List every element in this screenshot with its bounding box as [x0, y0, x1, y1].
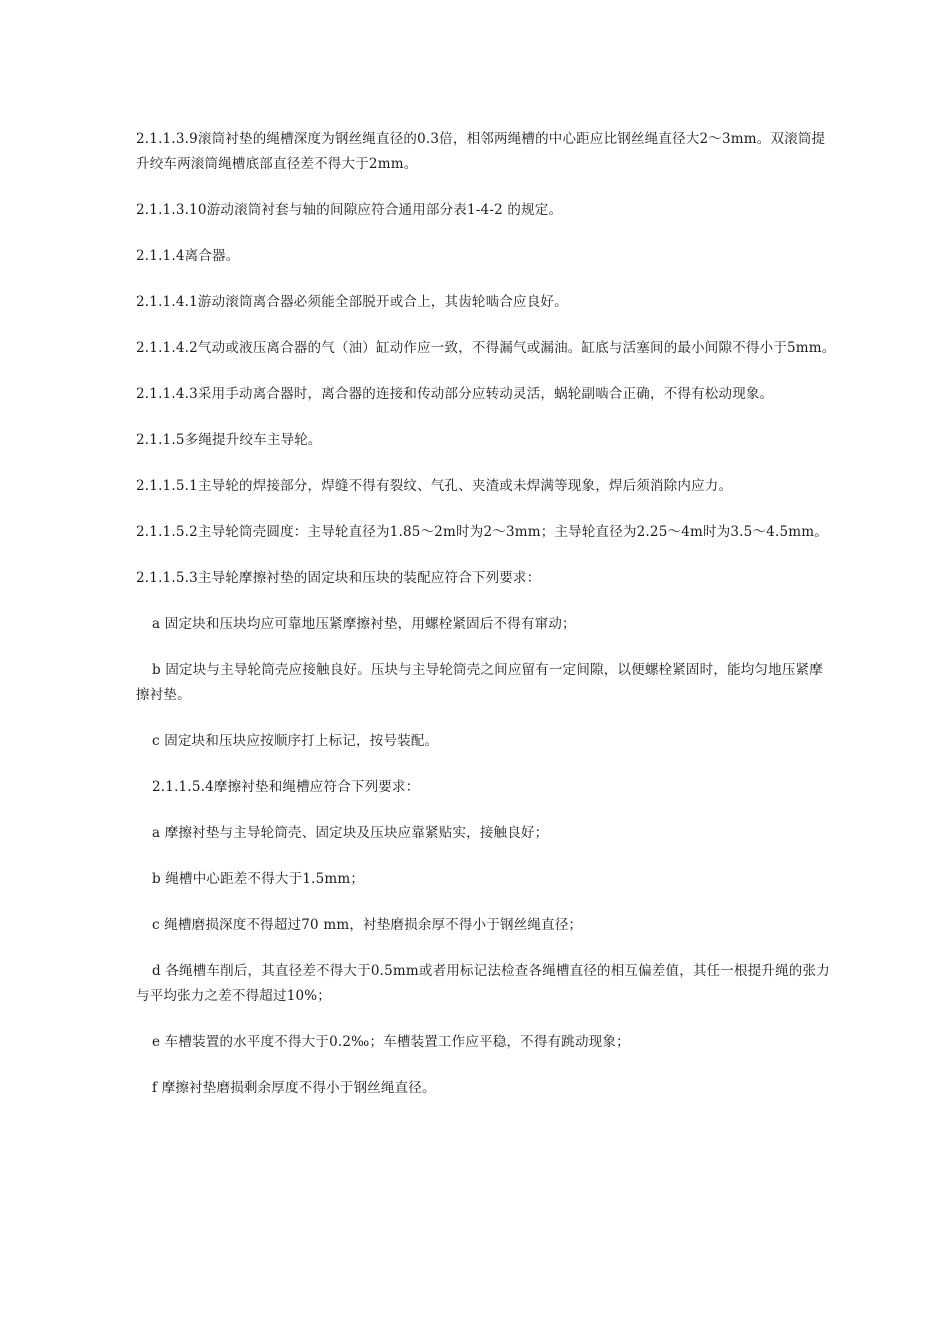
heading-2-1-1-4: 2.1.1.4离合器。: [136, 248, 240, 264]
paragraph-2-1-1-4-3: 2.1.1.4.3采用手动离合器时，离合器的连接和传动部分应转动灵活，蜗轮副啮合正确，不得有松动现象。: [136, 386, 774, 402]
heading-2-1-1-5: 2.1.1.5多绳提升绞车主导轮。: [136, 432, 322, 448]
list-item-a-2: a 摩擦衬垫与主导轮筒壳、固定块及压块应靠紧贴实，接触良好；: [152, 825, 549, 841]
list-item-e-2: e 车槽装置的水平度不得大于0.2‰；车槽装置工作应平稳，不得有跳动现象；: [152, 1034, 630, 1050]
paragraph-2-1-1-4-1: 2.1.1.4.1游动滚筒离合器必须能全部脱开或合上，其齿轮啮合应良好。: [136, 294, 568, 310]
paragraph-2-1-1-5-3: 2.1.1.5.3主导轮摩擦衬垫的固定块和压块的装配应符合下列要求：: [136, 570, 541, 586]
list-item-f-2: f 摩擦衬垫磨损剩余厚度不得小于钢丝绳直径。: [152, 1080, 436, 1096]
paragraph-2-1-1-5-1: 2.1.1.5.1主导轮的焊接部分，焊缝不得有裂纹、气孔、夹渣或未焊满等现象，焊后须消除内应力。: [136, 478, 733, 494]
list-item-c-1: c 固定块和压块应按顺序打上标记，按号装配。: [152, 733, 439, 749]
document-page: [136, 127, 836, 1122]
list-item-b-2: b 绳槽中心距差不得大于1.5mm；: [152, 871, 365, 887]
paragraph-2-1-1-3-10: 2.1.1.3.10游动滚筒衬套与轴的间隙应符合通用部分表1-4-2 的规定。: [136, 202, 563, 218]
paragraph-2-1-1-4-2: 2.1.1.4.2气动或液压离合器的气（油）缸动作应一致，不得漏气或漏油。缸底与活塞间的最小间隙不得小于5mm。: [136, 340, 836, 356]
list-item-d-2: d 各绳槽车削后，其直径差不得大于0.5mm或者用标记法检查各绳槽直径的相互偏差值，其任一根提升绳的张力与平均张力之差不得超过10%；: [136, 963, 830, 1004]
list-item-b-1: b 固定块与主导轮筒壳应接触良好。压块与主导轮筒壳之间应留有一定间隙，以便螺栓紧固时，能均匀地压紧摩擦衬垫。: [136, 662, 823, 703]
paragraph-2-1-1-5-2: 2.1.1.5.2主导轮筒壳圆度：主导轮直径为1.85～2m时为2～3mm；主导轮直径为2.25～4m时为3.5～4.5mm。: [136, 524, 828, 540]
list-item-c-2: c 绳槽磨损深度不得超过70 mm，衬垫磨损余厚不得小于钢丝绳直径；: [152, 917, 583, 933]
paragraph-2-1-1-5-4: 2.1.1.5.4摩擦衬垫和绳槽应符合下列要求：: [152, 779, 420, 795]
list-item-a-1: a 固定块和压块均应可靠地压紧摩擦衬垫，用螺栓紧固后不得有窜动；: [152, 616, 576, 632]
paragraph-2-1-1-3-9: 2.1.1.3.9滚筒衬垫的绳槽深度为钢丝绳直径的0.3倍，相邻两绳槽的中心距应比钢丝绳直径大2～3mm。双滚筒提升绞车两滚筒绳槽底部直径差不得大于2mm。: [136, 131, 826, 172]
